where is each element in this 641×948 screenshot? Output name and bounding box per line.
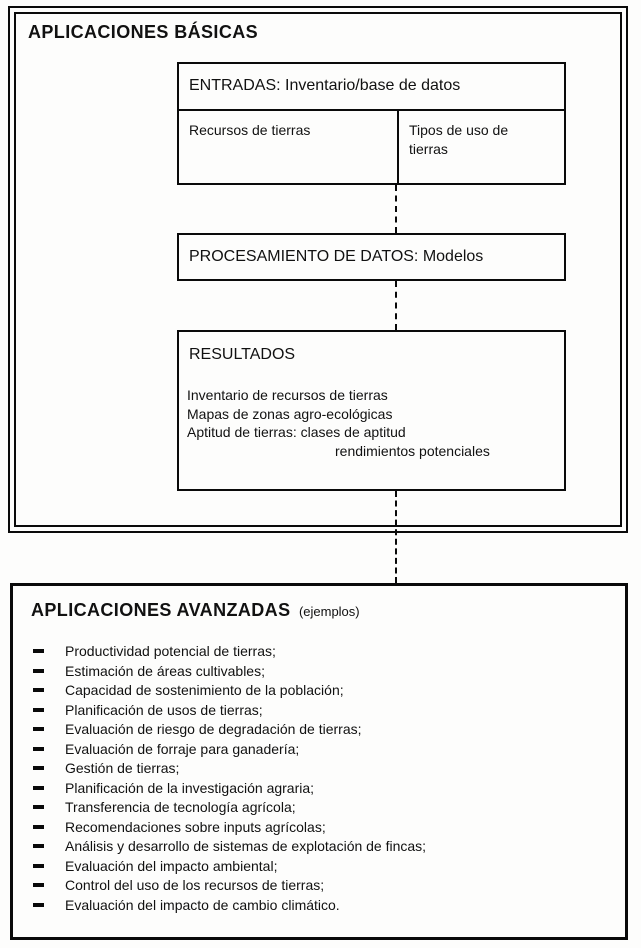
list-item [33, 740, 615, 760]
dash-bullet [33, 727, 44, 731]
resultados-line: Aptitud de tierras: clases de aptitud [187, 424, 406, 440]
list-item [33, 720, 615, 740]
resultados-line: Inventario de recursos de tierras [187, 387, 388, 403]
list-item-label: Capacidad de sostenimiento de la población; [65, 682, 344, 698]
resultados-lines [179, 364, 564, 460]
advanced-applications-box [10, 583, 628, 940]
dash-bullet [33, 844, 44, 848]
list-item [33, 779, 615, 799]
list-item-label: Planificación de la investigación agraria; [65, 779, 315, 796]
connector-entradas-procesamiento [395, 185, 397, 233]
list-item-label: Análisis y desarrollo de sistemas de explotación de fincas; [65, 838, 427, 854]
entradas-cell-recursos: Recursos de tierras [179, 111, 399, 183]
entradas-header: ENTRADAS: Inventario/base de datos [179, 64, 564, 111]
dash-bullet [33, 708, 44, 712]
dash-bullet [33, 669, 44, 673]
advanced-title-main: APLICACIONES AVANZADAS [31, 600, 291, 620]
dash-bullet [33, 805, 44, 809]
entradas-cell-tipos: Tipos de uso de tierras [409, 122, 509, 157]
dash-bullet [33, 786, 44, 790]
advanced-applications-title [31, 600, 360, 621]
dash-bullet [33, 747, 44, 751]
basic-applications-title: APLICACIONES BÁSICAS [28, 22, 259, 42]
list-item-label: Gestión de tierras; [65, 760, 180, 776]
list-item [33, 662, 615, 682]
list-item-label: Evaluación del impacto ambiental; [65, 857, 278, 874]
dash-bullet [33, 864, 44, 868]
list-item [33, 857, 615, 877]
list-item-label: Control del uso de los recursos de tierras; [65, 877, 325, 893]
connector-procesamiento-resultados [395, 281, 397, 330]
resultados-box [177, 330, 566, 491]
list-item [33, 642, 615, 662]
resultados-title: RESULTADOS [189, 346, 296, 363]
list-item [33, 759, 615, 779]
procesamiento-box [177, 233, 566, 281]
list-item [33, 837, 615, 857]
list-item [33, 818, 615, 838]
dash-bullet [33, 825, 44, 829]
procesamiento-label: PROCESAMIENTO DE DATOS: Modelos [189, 248, 484, 265]
list-item-label: Evaluación del impacto de cambio climático. [65, 896, 340, 913]
list-item [33, 896, 615, 916]
resultados-line: Mapas de zonas agro-ecológicas [187, 405, 393, 422]
resultados-line: rendimientos potenciales [335, 442, 490, 459]
dash-bullet [33, 883, 44, 887]
list-item [33, 876, 615, 896]
list-item-label: Recomendaciones sobre inputs agrícolas; [65, 818, 326, 835]
list-item-label: Evaluación de forraje para ganadería; [65, 740, 300, 757]
dash-bullet [33, 766, 44, 770]
connector-basic-advanced [395, 491, 397, 583]
list-item [33, 701, 615, 721]
list-item-label: Evaluación de riesgo de degradación de tierras; [65, 721, 362, 737]
entradas-box [177, 62, 566, 185]
advanced-items-list [33, 642, 615, 915]
dash-bullet [33, 688, 44, 692]
list-item-label: Transferencia de tecnología agrícola; [65, 799, 296, 815]
entradas-cells [179, 111, 564, 183]
list-item-label: Productividad potencial de tierras; [65, 643, 276, 659]
advanced-title-subtitle: (ejemplos) [298, 604, 360, 619]
list-item-label: Planificación de usos de tierras; [65, 701, 263, 718]
list-item [33, 798, 615, 818]
dash-bullet [33, 903, 44, 907]
list-item [33, 681, 615, 701]
list-item-label: Estimación de áreas cultivables; [65, 662, 265, 679]
dash-bullet [33, 649, 44, 653]
